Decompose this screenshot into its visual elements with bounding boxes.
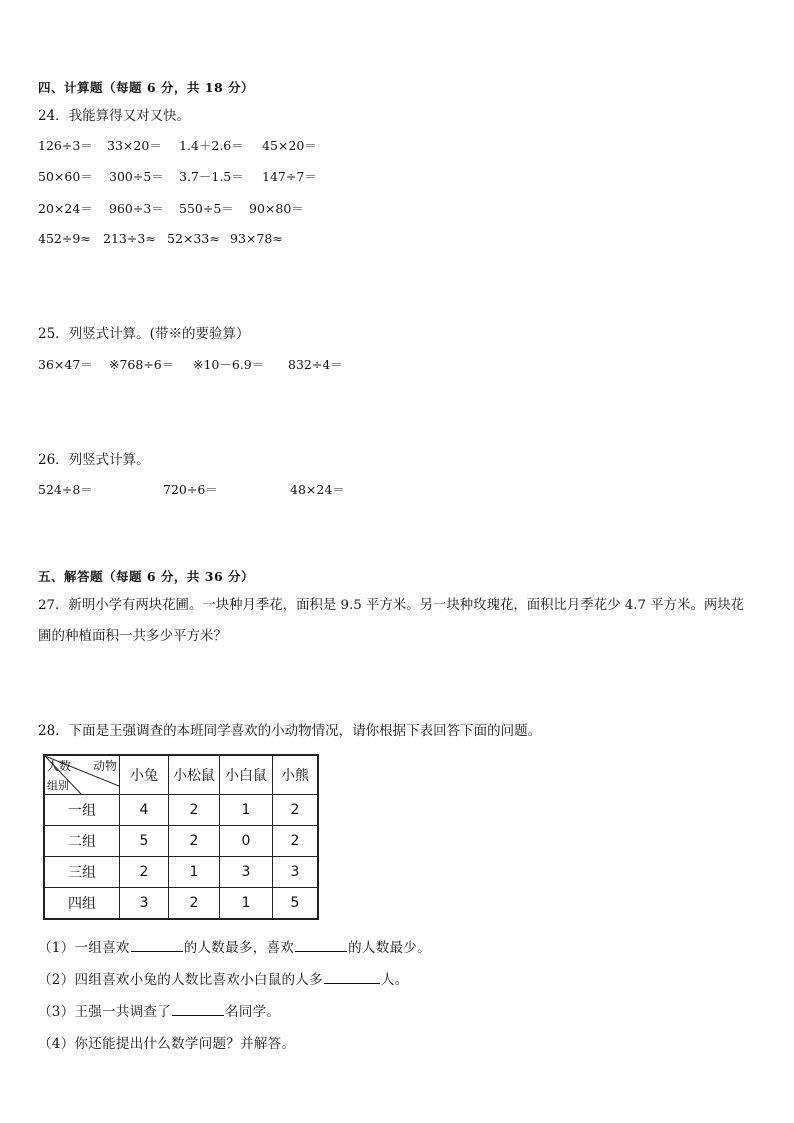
row-header: 一组 — [44, 795, 120, 826]
table-cell: 0 — [220, 826, 273, 857]
table-cell: 1 — [169, 857, 220, 888]
question-24-title: 24．我能算得又对又快。 — [38, 108, 191, 124]
table-corner-cell — [44, 755, 120, 795]
sub-question-1-prefix: （1）一组喜欢 — [38, 940, 130, 956]
answer-blank[interactable] — [131, 938, 183, 952]
answer-blank[interactable] — [172, 1002, 224, 1016]
expression: 126÷3＝ — [38, 138, 93, 153]
table-cell: 3 — [220, 857, 273, 888]
expression: 90×80＝ — [249, 201, 304, 216]
expression: 960÷3＝ — [109, 201, 164, 216]
corner-label-count: 人数 — [47, 759, 72, 773]
table-cell: 3 — [273, 857, 319, 888]
expression: 50×60＝ — [38, 169, 93, 184]
sub-question-4: （4）你还能提出什么数学问题？并解答。 — [38, 1036, 296, 1052]
section-4-heading: 四、计算题（每题 6 分，共 18 分） — [38, 80, 255, 95]
table-row — [44, 795, 318, 826]
expression: 52×33≈ — [167, 231, 220, 246]
question-27-line-1: 27．新明小学有两块花圃。一块种月季花，面积是 9.5 平方米。另一块种玫瑰花，面积比月季花少 4.7 平方米。两块花 — [38, 598, 745, 613]
column-header: 小熊 — [273, 755, 319, 795]
table-cell: 2 — [273, 826, 319, 857]
sub-question-1-mid: 的人数最多，喜欢 — [183, 940, 295, 956]
table-cell: 2 — [169, 795, 220, 826]
table-cell: 5 — [273, 888, 319, 920]
expression: 300÷5＝ — [109, 169, 164, 184]
expression: 832÷4＝ — [288, 357, 343, 372]
table-cell: 1 — [220, 795, 273, 826]
expression: 550÷5＝ — [179, 201, 234, 216]
question-27-line-2: 圃的种植面积一共多少平方米？ — [38, 628, 227, 644]
sub-question-3-prefix: （3）王强一共调查了 — [38, 1004, 172, 1020]
expression: 20×24＝ — [38, 201, 93, 216]
table-cell: 1 — [220, 888, 273, 920]
table-header-row — [44, 755, 318, 795]
table-cell: 2 — [169, 888, 220, 920]
sub-question-2 — [38, 968, 409, 988]
table-cell: 4 — [120, 795, 169, 826]
expression: 147÷7＝ — [262, 169, 317, 184]
corner-label-group: 组别 — [47, 779, 69, 792]
question-26-title: 26．列竖式计算。 — [38, 452, 150, 468]
expression: ※768÷6＝ — [109, 357, 175, 372]
expression: 93×78≈ — [230, 231, 283, 246]
sub-question-2-suffix: 人。 — [380, 972, 409, 988]
sub-question-1-suffix: 的人数最少。 — [348, 940, 431, 956]
sub-question-3-suffix: 名同学。 — [225, 1004, 281, 1020]
column-header: 小兔 — [120, 755, 169, 795]
expression: 1.4＋2.6＝ — [179, 138, 244, 153]
expression: 452÷9≈ — [38, 231, 91, 246]
sub-question-1 — [38, 936, 431, 956]
table-row — [44, 888, 318, 920]
expression: ※10－6.9＝ — [193, 357, 265, 372]
expression: 524÷8＝ — [38, 482, 93, 497]
question-28-title: 28．下面是王强调查的本班同学喜欢的小动物情况，请你根据下表回答下面的问题。 — [38, 723, 542, 739]
table-cell: 2 — [273, 795, 319, 826]
table-row — [44, 857, 318, 888]
table-cell: 5 — [120, 826, 169, 857]
table-cell: 3 — [120, 888, 169, 920]
answer-blank[interactable] — [295, 938, 347, 952]
expression: 3.7－1.5＝ — [179, 169, 244, 184]
table-cell: 2 — [120, 857, 169, 888]
row-header: 二组 — [44, 826, 120, 857]
answer-blank[interactable] — [324, 970, 380, 984]
section-5-heading: 五、解答题（每题 6 分，共 36 分） — [38, 569, 255, 584]
sub-question-3 — [38, 1000, 280, 1020]
expression: 33×20＝ — [107, 138, 162, 153]
row-header: 三组 — [44, 857, 120, 888]
expression: 36×47＝ — [38, 357, 93, 372]
table-cell: 2 — [169, 826, 220, 857]
animal-survey-table — [43, 754, 319, 920]
corner-label-animal: 动物 — [92, 759, 117, 773]
column-header: 小白鼠 — [220, 755, 273, 795]
expression: 45×20＝ — [262, 138, 317, 153]
expression: 720÷6＝ — [163, 482, 218, 497]
sub-question-2-prefix: （2）四组喜欢小兔的人数比喜欢小白鼠的人多 — [38, 972, 323, 988]
column-header: 小松鼠 — [169, 755, 220, 795]
question-25-title: 25．列竖式计算。(带※的要验算） — [38, 326, 250, 342]
table-row — [44, 826, 318, 857]
expression: 48×24＝ — [290, 482, 345, 497]
row-header: 四组 — [44, 888, 120, 920]
expression: 213÷3≈ — [103, 231, 156, 246]
